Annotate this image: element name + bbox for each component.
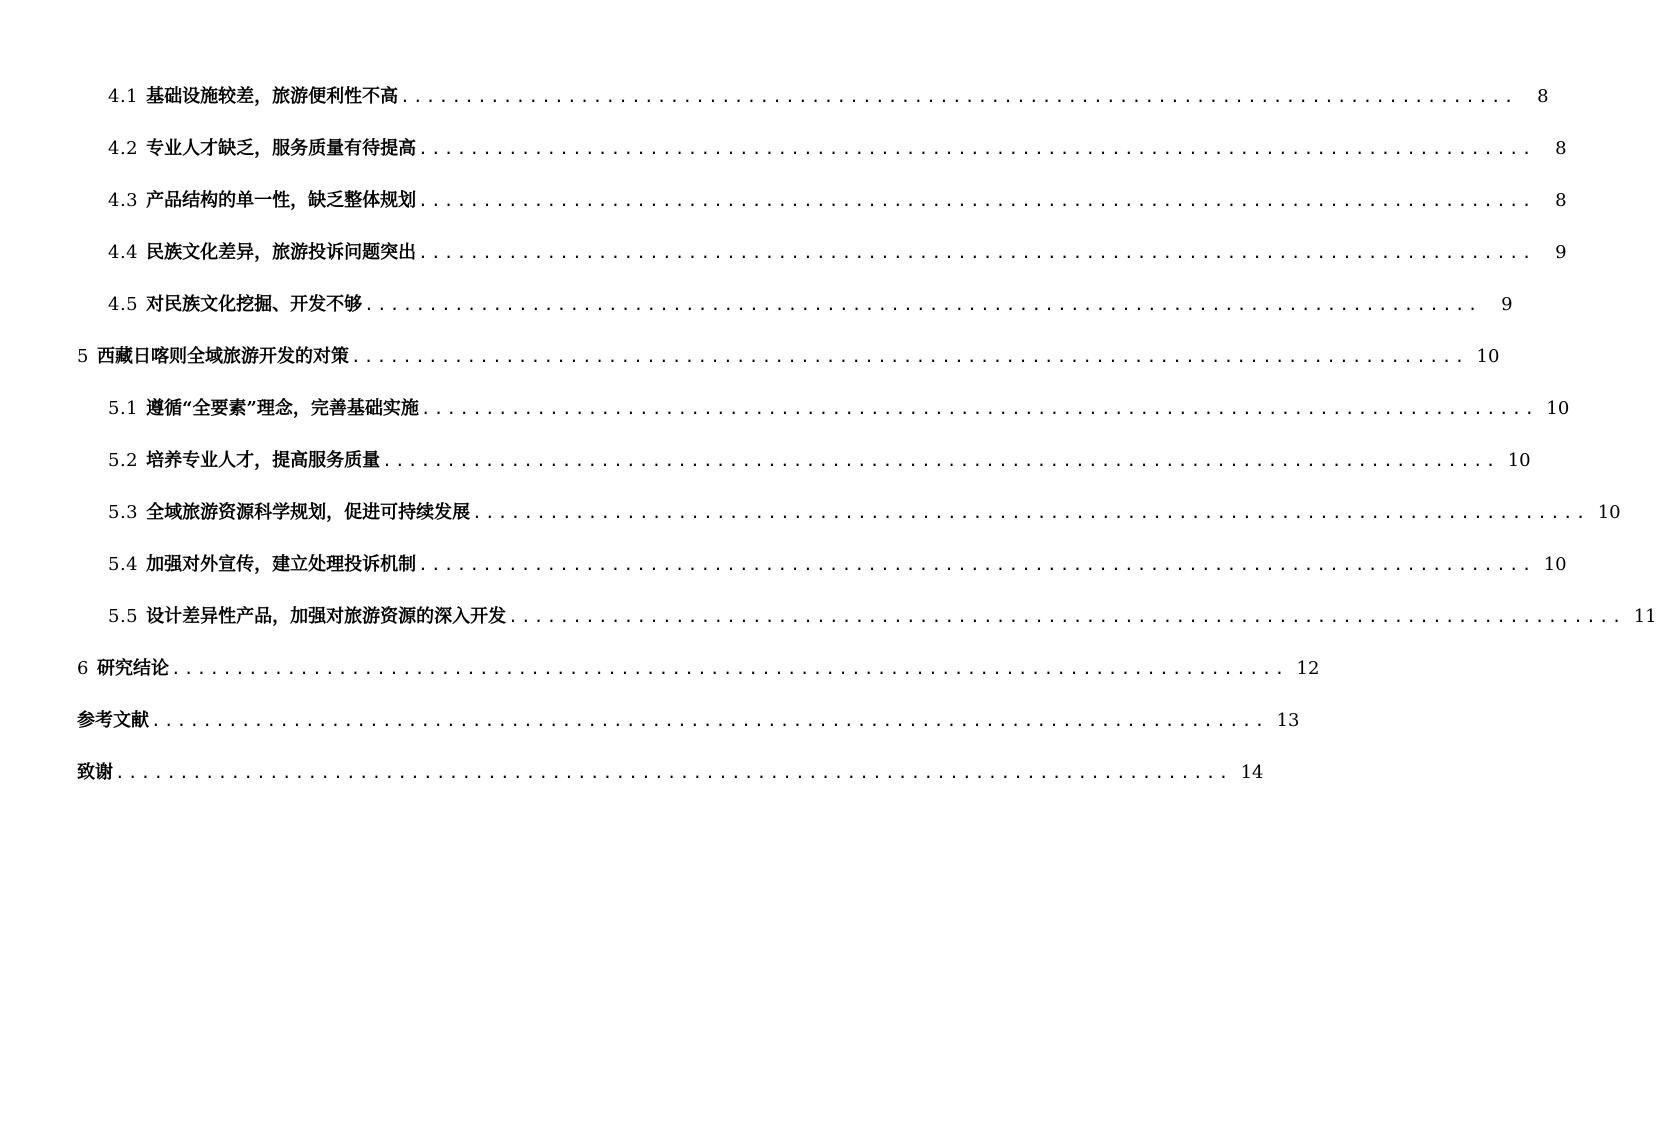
toc-entry-number: 5.5	[108, 606, 139, 627]
toc-entry-title: 加强对外宣传，建立处理投诉机制	[146, 554, 417, 575]
toc-entry-page: 10	[1597, 502, 1621, 523]
toc-entry-number: 5.1	[108, 398, 139, 419]
toc-entry-4-5[interactable]	[0, 290, 1513, 320]
toc-entry-number: 5.4	[108, 554, 139, 575]
toc-entry-number: 5	[77, 346, 89, 367]
toc-entry-4-3[interactable]	[0, 186, 1567, 216]
toc-leader-dots: .......................................................................................	[472, 503, 1589, 522]
toc-entry-page: 10	[1546, 398, 1570, 419]
toc-entry-title: 全域旅游资源科学规划，促进可持续发展	[146, 502, 471, 523]
toc-entry-5[interactable]	[0, 342, 1500, 372]
toc-entry-page: 9	[1555, 242, 1567, 263]
toc-entry-title: 产品结构的单一性，缺乏整体规划	[146, 190, 417, 211]
toc-entry-number: 4.2	[108, 138, 139, 159]
toc-leader-dots: .......................................................................................	[418, 555, 1535, 574]
toc-leader-dots: .......................................................................................	[364, 295, 1481, 314]
toc-entry-page: 10	[1543, 554, 1567, 575]
toc-entry-4-1[interactable]	[0, 82, 1549, 112]
toc-entry-4-4[interactable]	[0, 238, 1567, 268]
toc-leader-dots: .......................................................................................	[418, 139, 1535, 158]
toc-leader-dots: .......................................................................................	[170, 659, 1288, 678]
toc-entry-page: 10	[1507, 450, 1531, 471]
toc-leader-dots: .......................................................................................	[151, 711, 1268, 730]
toc-entry-title: 基础设施较差，旅游便利性不高	[146, 86, 399, 107]
toc-entry-5-1[interactable]	[0, 394, 1570, 424]
toc-entry-5-3[interactable]	[0, 498, 1621, 528]
toc-entry-number: 4.5	[108, 294, 139, 315]
toc-leader-dots: .......................................................................................	[508, 607, 1625, 626]
toc-entry-title: 参考文献	[77, 710, 149, 731]
toc-leader-dots: .......................................................................................	[115, 763, 1232, 782]
toc-entry-acknowledgements[interactable]	[0, 758, 1264, 788]
toc-entry-title: 专业人才缺乏，服务质量有待提高	[146, 138, 417, 159]
toc-entry-page: 10	[1476, 346, 1500, 367]
toc-entry-page: 12	[1296, 658, 1320, 679]
toc-entry-page: 8	[1555, 190, 1567, 211]
toc-entry-references[interactable]	[0, 706, 1300, 736]
toc-entry-number: 6	[77, 658, 89, 679]
toc-entry-title: 设计差异性产品，加强对旅游资源的深入开发	[146, 606, 507, 627]
toc-entry-5-4[interactable]	[0, 550, 1567, 580]
toc-entry-number: 4.4	[108, 242, 139, 263]
toc-leader-dots: .......................................................................................	[420, 399, 1538, 418]
toc-leader-dots: .......................................................................................	[400, 87, 1517, 106]
toc-entry-title: 遵循“全要素”理念，完善基础实施	[146, 398, 419, 419]
toc-entry-number: 5.2	[108, 450, 139, 471]
toc-entry-page: 14	[1240, 762, 1264, 783]
toc-leader-dots: .......................................................................................	[418, 243, 1535, 262]
toc-leader-dots: .......................................................................................	[350, 347, 1468, 366]
toc-entry-number: 4.1	[108, 86, 139, 107]
toc-entry-5-2[interactable]	[0, 446, 1531, 476]
toc-entry-4-2[interactable]	[0, 134, 1567, 164]
toc-leader-dots: .......................................................................................	[382, 451, 1499, 470]
toc-entry-6[interactable]	[0, 654, 1320, 684]
toc-entry-title: 研究结论	[96, 658, 169, 679]
toc-entry-page: 9	[1501, 294, 1513, 315]
toc-entry-page: 8	[1537, 86, 1549, 107]
toc-leader-dots: .......................................................................................	[418, 191, 1535, 210]
toc-entry-5-5[interactable]	[0, 602, 1657, 632]
toc-entry-title: 民族文化差异，旅游投诉问题突出	[146, 242, 417, 263]
toc-entry-title: 致谢	[77, 762, 113, 783]
toc-entry-page: 8	[1555, 138, 1567, 159]
toc-entry-page: 13	[1276, 710, 1300, 731]
toc-entry-number: 5.3	[108, 502, 139, 523]
toc-entry-number: 4.3	[108, 190, 139, 211]
toc-entry-title: 培养专业人才，提高服务质量	[146, 450, 381, 471]
toc-entry-title: 西藏日喀则全域旅游开发的对策	[96, 346, 349, 367]
toc-entry-page: 11	[1633, 606, 1657, 627]
toc-entry-title: 对民族文化挖掘、开发不够	[146, 294, 363, 315]
